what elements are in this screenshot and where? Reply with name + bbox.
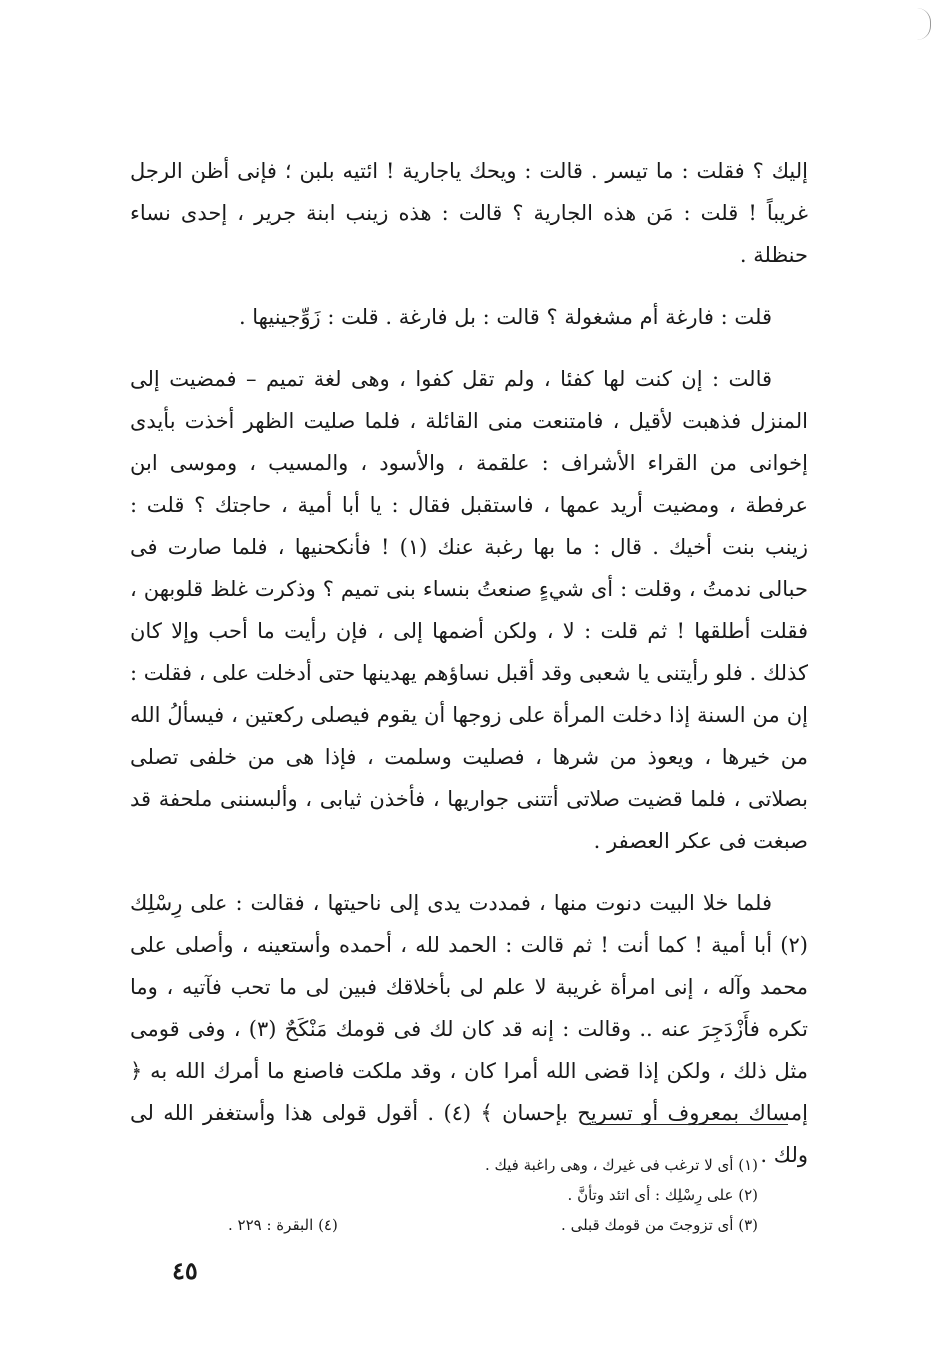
footnote-row-3 xyxy=(228,1210,758,1240)
main-text xyxy=(130,150,808,1176)
footnote-divider xyxy=(590,1124,788,1125)
paragraph-3: قالت : إن كنت لها كفئا ، ولم تقل كفوا ، وهى لغة تميم – فمضيت إلى المنزل فذهبت لأقيل ، فامتنعت منى القائلة ، فلما صليت الظهر أخذت بأيدى إخوانى من القراء الأشراف : علقمة ، والأسود ، والمسيب ، وموسى ابن عرفطة ، ومضيت أريد عمها ، فاستقبل فقال : يا أبا أمية ، حاجتك ؟ قلت : زينب بنت أخيك . قال : ما بها رغبة عنك (١) ! فأنكحنيها ، فلما صارت فى حبالى ندمتُ ، وقلت : أى شيءٍ صنعتُ بنساء بنى تميم ؟ وذكرت غلظ قلوبهن ، فقلت أطلقها ! ثم قلت : لا ، ولكن أضمها إلى ، فإن رأيت ما أحب وإلا كان كذلك . فلو رأيتنى يا شعبى وقد أقبل نساؤهم يهدينها حتى أدخلت على ، فقلت : إن من السنة إذا دخلت المرأة على زوجها أن يقوم فيصلى ركعتين ، فيسألُ الله من خيرها ، ويعوذ من شرها ، فصليت وسلمت ، فإذا هى من خلفى تصلى بصلاتى ، فلما قضيت صلاتى أتتنى جواريها ، فأخذن ثيابى ، وألبسننى ملحفة قد صبغت فى عكر العصفر . xyxy=(130,367,808,853)
footnotes xyxy=(228,1150,758,1240)
footnote-4: (٤) البقرة : ٢٢٩ . xyxy=(228,1216,338,1234)
footnote-3: (٣) أى تزوجتَ من قومك قبلى . xyxy=(561,1216,758,1234)
paragraph-4: فلما خلا البيت دنوت منها ، فمددت يدى إلى ناحيتها ، فقالت : على رِسْلِك (٢) أبا أمية ! كما أنت ! ثم قالت : الحمد لله ، أحمده وأستعينه ، وأصلى على محمد وآله ، إنى امرأة غريبة لا علم لى بأخلاقك فبين لى ما تحب فآتيه ، وما تكره فأَزْدَجِرَ عنه .. وقالت : إنه قد كان لك فى قومك مَنْكَحٌ (٣) ، وفى قومى مثل ذلك ، ولكن إذا قضى الله أمرا كان ، وقد ملكت فاصنع ما أمرك الله به ﴿ إمساك بمعروف أو تسريح بإحسان ﴾ (٤) . أقول قولى هذا وأستغفر الله لى ولك . xyxy=(130,891,808,1167)
page-edge-mark xyxy=(916,8,931,40)
page-number: ٤٥ xyxy=(172,1256,198,1285)
paragraph-2: قلت : فارغة أم مشغولة ؟ قالت : بل فارغة . قلت : زَوِّجينيها . xyxy=(238,305,772,329)
paragraph-1: إليك ؟ فقلت : ما تيسر . قالت : ويحك ياجارية ! ائتيه بلبن ؛ فإنى أظن الرجل غريباً ! قلت : مَن هذه الجارية ؟ قالت : هذه زينب ابنة جرير ، إحدى نساء حنظلة . xyxy=(130,159,808,267)
footnote-2: (٢) على رِسْلِك : أى اتئد وتأنَّ . xyxy=(567,1186,758,1204)
footnote-1: (١) أى لا ترغب فى غيرك ، وهى راغبة فيك . xyxy=(484,1156,758,1174)
